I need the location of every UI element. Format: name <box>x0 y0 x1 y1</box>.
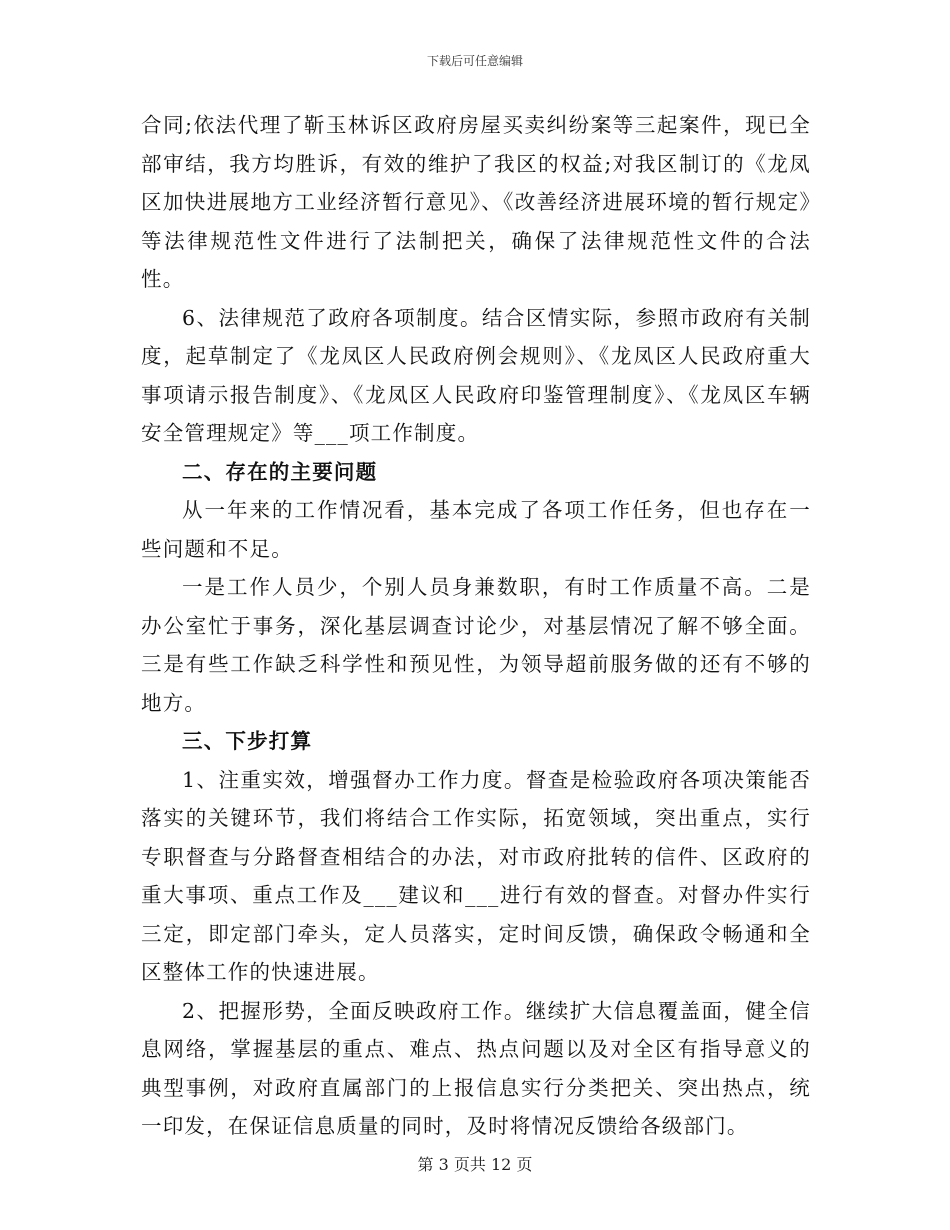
paragraph-2: 6、法律规范了政府各项制度。结合区情实际，参照市政府有关制度，起草制定了《龙凤区人民政府例会规则》、《龙凤区人民政府重大事项请示报告制度》、《龙凤区人民政府印鉴管理制度》、《龙凤区车辆安全管理规定》等___项工作制度。 <box>141 305 811 445</box>
paragraph-3: 从一年来的工作情况看，基本完成了各项工作任务，但也存在一些问题和不足。 <box>141 498 811 561</box>
paragraph-5: 1、注重实效，增强督办工作力度。督查是检验政府各项决策能否落实的关键环节，我们将结合工作实际，拓宽领域，突出重点，实行专职督查与分路督查相结合的办法，对市政府批转的信件、区政府的重大事项、重点工作及___建议和___进行有效的督查。对督办件实行三定，即定部门牵头，定人员落实，定时间反馈，确保政令畅通和全区整体工作的快速进展。 <box>141 767 811 984</box>
paragraph-1: 合同;依法代理了靳玉林诉区政府房屋买卖纠纷案等三起案件，现已全部审结，我方均胜诉，有效的维护了我区的权益;对我区制订的《龙凤区加快进展地方工业经济暂行意见》、《改善经济进展环境的暂行规定》等法律规范性文件进行了法制把关，确保了法律规范性文件的合法性。 <box>141 113 811 291</box>
page-footer: 第 3 页共 12 页 <box>417 1155 533 1174</box>
page-header: 下载后可任意编辑 <box>426 54 523 68</box>
section-heading-3: 三、下步打算 <box>182 729 313 753</box>
paragraph-4: 一是工作人员少，个别人员身兼数职，有时工作质量不高。二是办公室忙于事务，深化基层调查讨论少，对基层情况了解不够全面。三是有些工作缺乏科学性和预见性，为领导超前服务做的还有不够的地方。 <box>141 575 811 715</box>
paragraph-6: 2、把握形势，全面反映政府工作。继续扩大信息覆盖面，健全信息网络，掌握基层的重点、难点、热点问题以及对全区有指导意义的典型事例，对政府直属部门的上报信息实行分类把关、突出热点，统一印发，在保证信息质量的同时，及时将情况反馈给各级部门。 <box>141 998 811 1138</box>
section-heading-2: 二、存在的主要问题 <box>182 459 378 484</box>
document-body <box>141 106 811 1146</box>
